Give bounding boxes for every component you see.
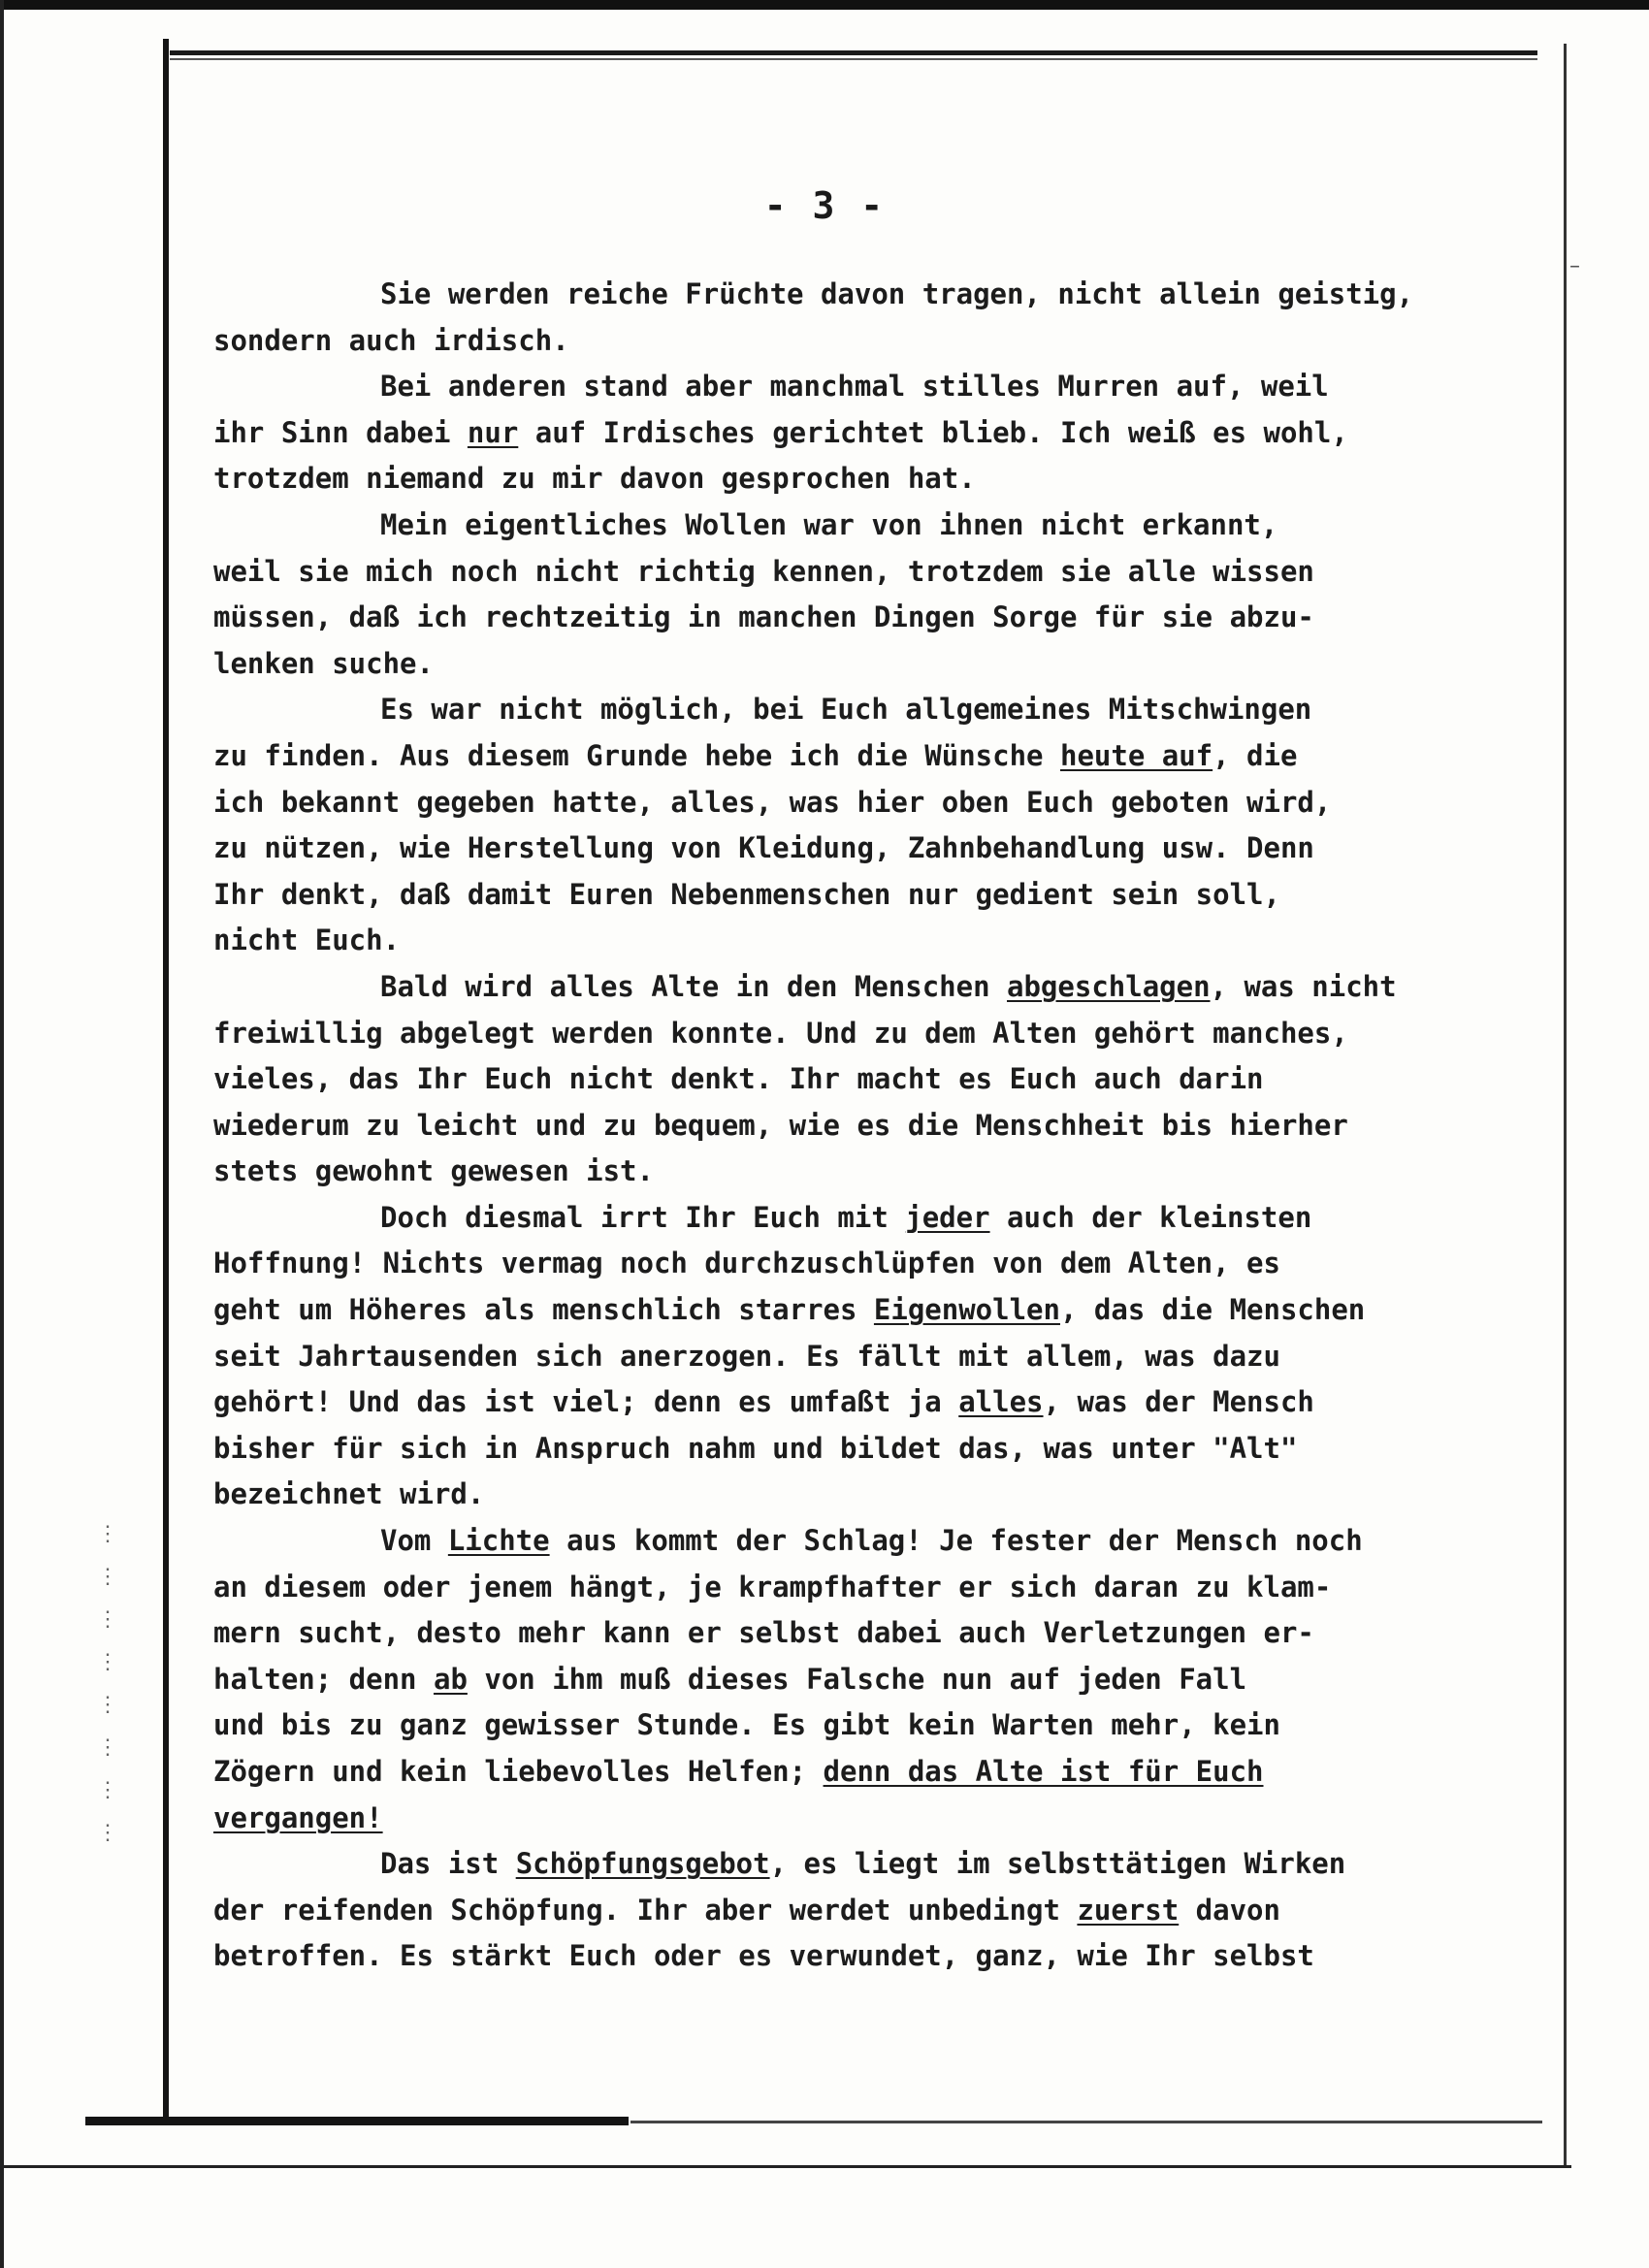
text-segment: betroffen. Es stärkt Euch oder es verwundet, ganz, wie Ihr selbst: [213, 1939, 1314, 1973]
text-line: [213, 410, 1562, 457]
text-segment: Bei anderen stand aber manchmal stilles Murren auf, weil: [380, 370, 1329, 404]
body-text: [213, 272, 1562, 1980]
scan-edge-bottom: [0, 2165, 1571, 2168]
text-line: [213, 1287, 1562, 1334]
text-line: [213, 1933, 1562, 1980]
text-line: [213, 1565, 1562, 1611]
text-segment: wiederum zu leicht und zu bequem, wie es die Menschheit bis hierher: [213, 1108, 1348, 1142]
text-segment: Bald wird alles Alte in den Menschen: [380, 969, 1008, 1003]
text-segment: davon: [1179, 1893, 1280, 1927]
text-segment: sondern auch irdisch.: [213, 323, 569, 357]
text-segment: lenken suche.: [213, 646, 434, 680]
text-line: [213, 502, 1562, 549]
underlined-text: Eigenwollen: [873, 1293, 1060, 1327]
scan-edge-top: [0, 0, 1649, 10]
text-line: [213, 272, 1562, 318]
scan-edge-right: [1564, 44, 1567, 2168]
text-segment: und bis zu ganz gewisser Stunde. Es gibt kein Warten mehr, kein: [213, 1708, 1280, 1742]
text-line: [213, 1518, 1562, 1565]
text-segment: vieles, das Ihr Euch nicht denkt. Ihr macht es Euch auch darin: [213, 1062, 1264, 1096]
underlined-text: Lichte: [447, 1524, 550, 1558]
text-line: [213, 1379, 1562, 1426]
text-line: [213, 872, 1562, 919]
frame-line-left: [163, 39, 169, 2124]
text-segment: gehört! Und das ist viel; denn es umfaßt ja: [213, 1385, 959, 1419]
text-segment: Ihr denkt, daß damit Euren Nebenmenschen nur gedient sein soll,: [213, 877, 1280, 911]
text-line: [213, 1241, 1562, 1287]
text-segment: , was nicht: [1210, 969, 1397, 1003]
text-segment: aus kommt der Schlag! Je fester der Mensch noch: [549, 1524, 1363, 1558]
text-segment: Doch diesmal irrt Ihr Euch mit: [380, 1200, 906, 1234]
frame-line-top-thin: [170, 58, 1537, 60]
text-segment: trotzdem niemand zu mir davon gesprochen hat.: [213, 462, 976, 496]
text-segment: von ihm muß dieses Falsche nun auf jeden Fall: [467, 1662, 1247, 1696]
text-segment: , es liegt im selbsttätigen Wirken: [769, 1847, 1346, 1881]
text-line: [213, 1610, 1562, 1657]
underlined-text: denn das Alte ist für Euch: [823, 1755, 1264, 1788]
text-line: [213, 1888, 1562, 1934]
text-segment: weil sie mich noch nicht richtig kennen, trotzdem sie alle wissen: [213, 554, 1314, 588]
text-segment: stets gewohnt gewesen ist.: [213, 1154, 654, 1188]
text-segment: , was der Mensch: [1043, 1385, 1314, 1419]
text-segment: geht um Höheres als menschlich starres: [213, 1293, 874, 1327]
frame-line-bottom: [85, 2117, 629, 2125]
text-line: [213, 318, 1562, 365]
text-segment: halten; denn: [213, 1662, 434, 1696]
text-line: [213, 1103, 1562, 1150]
underlined-text: heute auf: [1059, 738, 1213, 772]
text-segment: , die: [1212, 738, 1298, 772]
text-segment: freiwillig abgelegt werden konnte. Und zu dem Alten gehört manches,: [213, 1016, 1348, 1050]
underlined-text: abgeschlagen: [1007, 969, 1211, 1003]
text-line: [213, 687, 1562, 733]
underlined-text: jeder: [905, 1200, 990, 1234]
text-segment: Mein eigentliches Wollen war von ihnen nicht erkannt,: [380, 507, 1278, 541]
text-line: [213, 780, 1562, 826]
text-line: [213, 364, 1562, 410]
text-line: [213, 1749, 1562, 1796]
frame-line-top: [170, 50, 1537, 55]
underlined-text: ab: [433, 1662, 468, 1696]
text-segment: seit Jahrtausenden sich anerzogen. Es fällt mit allem, was dazu: [213, 1339, 1280, 1373]
underlined-text: vergangen!: [213, 1800, 383, 1834]
punch-hole-marks: ⋮ ⋮ ⋮ ⋮ ⋮ ⋮ ⋮ ⋮: [97, 1522, 118, 1845]
text-segment: , das die Menschen: [1059, 1293, 1366, 1327]
text-line: [213, 1841, 1562, 1888]
text-segment: müssen, daß ich rechtzeitig in manchen Dingen Sorge für sie abzu-: [213, 600, 1314, 634]
text-segment: Zögern und kein liebevolles Helfen;: [213, 1755, 824, 1788]
text-line: [213, 1657, 1562, 1703]
text-line: [213, 733, 1562, 780]
text-segment: bisher für sich in Anspruch nahm und bildet das, was unter "Alt": [213, 1431, 1298, 1465]
frame-line-bottom-thin: [630, 2121, 1542, 2123]
text-segment: ihr Sinn dabei: [213, 415, 468, 449]
text-segment: zu nützen, wie Herstellung von Kleidung, Zahnbehandlung usw. Denn: [213, 831, 1314, 865]
text-segment: bezeichnet wird.: [213, 1477, 485, 1511]
text-segment: Sie werden reiche Früchte davon tragen, nicht allein geistig,: [380, 277, 1414, 310]
text-line: [213, 1796, 1562, 1842]
text-segment: ich bekannt gegeben hatte, alles, was hier oben Euch geboten wird,: [213, 785, 1332, 819]
text-line: [213, 549, 1562, 596]
scan-edge-left: [0, 0, 4, 2268]
text-line: [213, 1056, 1562, 1103]
text-line: [213, 1426, 1562, 1473]
text-line: [213, 1472, 1562, 1518]
margin-mark: –: [1569, 254, 1580, 278]
text-line: [213, 1334, 1562, 1380]
underlined-text: zuerst: [1077, 1893, 1180, 1927]
text-segment: an diesem oder jenem hängt, je krampfhafter er sich daran zu klam-: [213, 1570, 1332, 1604]
text-line: [213, 595, 1562, 641]
text-line: [213, 918, 1562, 964]
text-line: [213, 1195, 1562, 1242]
text-segment: Hoffnung! Nichts vermag noch durchzuschlüpfen von dem Alten, es: [213, 1247, 1280, 1280]
text-segment: auch der kleinsten: [989, 1200, 1312, 1234]
text-line: [213, 1011, 1562, 1057]
text-line: [213, 641, 1562, 688]
text-segment: mern sucht, desto mehr kann er selbst dabei auch Verletzungen er-: [213, 1616, 1314, 1650]
page-number: - 3 -: [763, 184, 886, 227]
text-segment: Das ist: [380, 1847, 516, 1881]
text-segment: zu finden. Aus diesem Grunde hebe ich die Wünsche: [213, 738, 1060, 772]
underlined-text: alles: [958, 1385, 1044, 1419]
text-line: [213, 1702, 1562, 1749]
text-segment: nicht Euch.: [213, 923, 401, 957]
text-line: [213, 456, 1562, 502]
underlined-text: Schöpfungsgebot: [515, 1847, 770, 1881]
text-line: [213, 1149, 1562, 1195]
text-segment: auf Irdisches gerichtet blieb. Ich weiß es wohl,: [518, 415, 1348, 449]
text-line: [213, 964, 1562, 1011]
underlined-text: nur: [467, 415, 519, 449]
text-segment: Vom: [380, 1524, 448, 1558]
text-segment: Es war nicht möglich, bei Euch allgemeines Mitschwingen: [380, 693, 1312, 727]
text-line: [213, 826, 1562, 872]
text-segment: der reifenden Schöpfung. Ihr aber werdet unbedingt: [213, 1893, 1078, 1927]
